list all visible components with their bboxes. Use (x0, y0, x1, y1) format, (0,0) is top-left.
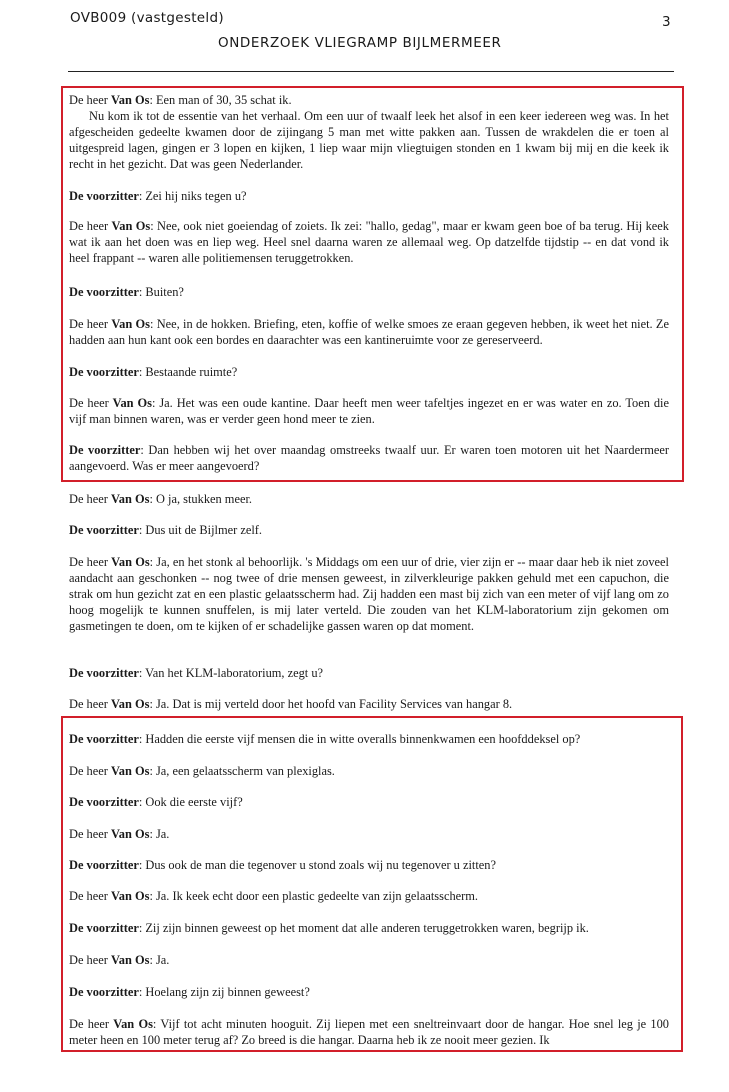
speaker-name: Van Os (110, 764, 150, 778)
speaker-name: De voorzitter (69, 732, 139, 746)
speaker-name: De voorzitter (69, 795, 139, 809)
transcript-paragraph: De heer Van Os: Ja. Dat is mij verteld door het hoofd van Facility Services van hangar 8. (69, 697, 513, 711)
speaker-name: De voorzitter (69, 985, 139, 999)
transcript-paragraph: De voorzitter: Dus uit de Bijlmer zelf. (69, 523, 263, 537)
transcript-paragraph: De heer Van Os: Ja, en het stonk al behoorlijk. 's Middags om een uur of drie, vier zijn er -- maar daar heb ik niet zoveel aandacht aan geschonken -- nog twee of drie mensen geweest, in zilverkleurige pakken gehuld met een capuchon, die strak om hun gezicht zat en een plastic gelaatsscherm had. Zij hadden een mast bij zich van een meter of vijf lang om zo hoog mogelijk te kunnen snuffelen, is mij later verteld. Die zouden van het KLM-laboratorium zijn gekomen om gasmetingen te doen, om te kijken of er schadelijke gassen waren op dat moment. (69, 555, 669, 633)
speaker-name: Van Os (111, 219, 151, 233)
document-id: OVB009 (vastgesteld) (70, 10, 224, 26)
speaker-name: De voorzitter (69, 285, 139, 299)
transcript-paragraph: De voorzitter: Hoelang zijn zij binnen geweest? (69, 985, 310, 999)
page-number: 3 (662, 14, 671, 30)
transcript-paragraph: De heer Van Os: Een man of 30, 35 schat ik. (69, 93, 292, 107)
speaker-name: De voorzitter (69, 365, 139, 379)
speaker-name: De voorzitter (69, 189, 139, 203)
speaker-name: Van Os (110, 827, 150, 841)
transcript-paragraph: Nu kom ik tot de essentie van het verhaal. Om een uur of twaalf leek het alsof in een keer iedereen weg was. In het afgescheiden gedeelte kwamen door de zijingang 5 man met witte pakken aan. Tussen de wrakdelen die er toen al uitgespreid lagen, gingen er 3 lopen en kijken, 1 liep waar mijn vliegtuigen stonden en 1 kwam bij mij en die keek ik recht in het gezicht. Dat was geen Nederlander. (69, 109, 669, 171)
transcript-paragraph: De heer Van Os: Ja. Ik keek echt door een plastic gedeelte van zijn gelaatsscherm. (69, 889, 478, 903)
transcript-paragraph: De voorzitter: Dan hebben wij het over maandag omstreeks twaalf uur. Er waren toen motoren uit het Naardermeer aangevoerd. Was er meer aangevoerd? (69, 443, 669, 473)
transcript-paragraph: De heer Van Os: Nee, ook niet goeiendag of zoiets. Ik zei: "hallo, gedag", maar er kwam geen boe of ba terug. Hij keek wat ik aan het doen was en liep weg. Heel snel daarna waren ze allemaal weg. Op datzelfde tijdstip -- en dat vond ik heel frappant -- waren alle politiemensen teruggetrokken. (69, 219, 669, 265)
speaker-name: De voorzitter (69, 921, 139, 935)
speaker-name: Van Os (110, 93, 150, 107)
speaker-name: De voorzitter (69, 666, 139, 680)
speaker-name: Van Os (113, 1017, 153, 1031)
page-title: ONDERZOEK VLIEGRAMP BIJLMERMEER (218, 35, 502, 51)
transcript-paragraph: De voorzitter: Zei hij niks tegen u? (69, 189, 247, 203)
speaker-name: Van Os (111, 317, 150, 331)
speaker-name: Van Os (112, 396, 152, 410)
speaker-name: Van Os (110, 697, 150, 711)
transcript-paragraph: De voorzitter: Zij zijn binnen geweest op het moment dat alle anderen teruggetrokken waren, begrijp ik. (69, 921, 589, 935)
transcript-paragraph: De voorzitter: Ook die eerste vijf? (69, 795, 243, 809)
header-divider (68, 71, 674, 72)
transcript-paragraph: De voorzitter: Buiten? (69, 285, 184, 299)
speaker-name: Van Os (111, 555, 150, 569)
speaker-name: De voorzitter (69, 443, 141, 457)
transcript-paragraph: De heer Van Os: Ja. (69, 953, 170, 967)
transcript-paragraph: De voorzitter: Dus ook de man die tegenover u stond zoals wij nu tegenover u zitten? (69, 858, 496, 872)
transcript-paragraph: De voorzitter: Bestaande ruimte? (69, 365, 238, 379)
speaker-name: Van Os (110, 953, 150, 967)
speaker-name: De voorzitter (69, 523, 139, 537)
transcript-paragraph: De heer Van Os: Ja. Het was een oude kantine. Daar heeft men weer tafeltjes ingezet en er was water en zo. Toen die vijf man binnen waren, was er verder geen hond meer te zien. (69, 396, 669, 426)
transcript-paragraph: De voorzitter: Hadden die eerste vijf mensen die in witte overalls binnenkwamen een hoofddeksel op? (69, 732, 581, 746)
transcript-paragraph: De heer Van Os: Ja, een gelaatsscherm van plexiglas. (69, 764, 335, 778)
transcript-paragraph: De heer Van Os: Nee, in de hokken. Briefing, eten, koffie of welke smoes ze eraan gegeven hebben, ik weet het niet. Ze hadden aan hun kant ook een bordes en daarachter was een kantineruimte voor ze gereserveerd. (69, 317, 669, 347)
transcript-paragraph: De heer Van Os: Vijf tot acht minuten hooguit. Zij liepen met een sneltreinvaart door de hangar. Hoe snel leg je 100 meter heen en 100 meter terug af? Zo breed is die hangar. Daarna heb ik ze nooit meer gezien. Ik (69, 1017, 669, 1047)
speaker-name: Van Os (110, 889, 150, 903)
transcript-paragraph: De voorzitter: Van het KLM-laboratorium, zegt u? (69, 666, 324, 680)
transcript-paragraph: De heer Van Os: O ja, stukken meer. (69, 492, 252, 506)
speaker-name: Van Os (110, 492, 150, 506)
speaker-name: De voorzitter (69, 858, 139, 872)
transcript-paragraph: De heer Van Os: Ja. (69, 827, 170, 841)
